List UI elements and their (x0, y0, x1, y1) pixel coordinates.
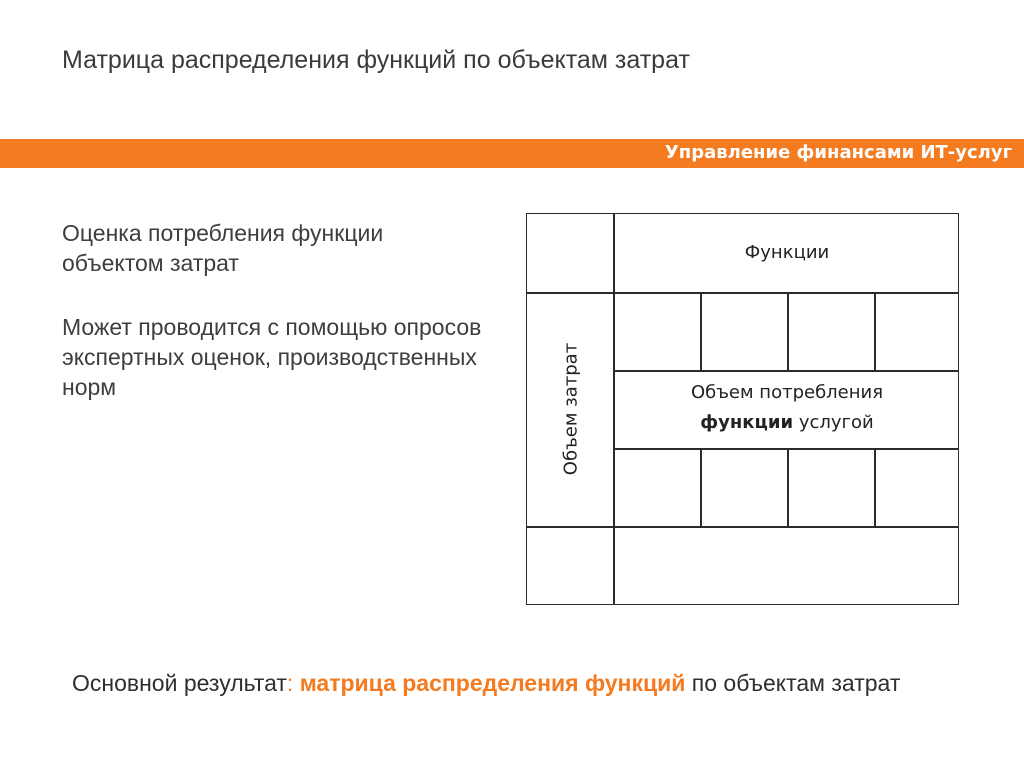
result-prefix (72, 670, 293, 696)
matrix-header-functions: Функции (744, 242, 830, 263)
result-suffix: по объектам затрат (685, 670, 901, 696)
banner-text: Управление финансами ИТ-услуг (664, 142, 1012, 163)
center-line-2 (614, 408, 960, 438)
grid-line (787, 448, 789, 526)
grid-line (700, 292, 702, 370)
center-rest: услугой (793, 412, 874, 433)
paragraph-methods (62, 312, 482, 402)
paragraph-consumption (62, 218, 482, 278)
slide-title: Матрица распределения функций по объектам затрат (62, 46, 690, 74)
row-label-text: Объем затрат (560, 342, 581, 476)
section-banner (0, 139, 1024, 168)
paragraph-text: Оценка потребления функции объектом затрат (62, 220, 384, 276)
grid-line (614, 448, 958, 450)
result-prefix-text: Основной результат (72, 670, 287, 696)
paragraph-text: Может проводится с помощью опросов экспертных оценок, производственных норм (62, 314, 482, 400)
center-line-1: Объем потребления (690, 382, 884, 403)
main-result (72, 670, 900, 697)
result-highlight: матрица распределения функций (299, 670, 686, 696)
result-colon: : (286, 670, 294, 696)
grid-line (700, 448, 702, 526)
distribution-matrix (526, 213, 959, 605)
matrix-row-label (527, 292, 614, 526)
center-bold-word: функции (700, 412, 794, 433)
grid-line (527, 526, 958, 528)
grid-line (874, 448, 876, 526)
matrix-center-label (614, 370, 960, 448)
grid-line (787, 292, 789, 370)
grid-line (874, 292, 876, 370)
